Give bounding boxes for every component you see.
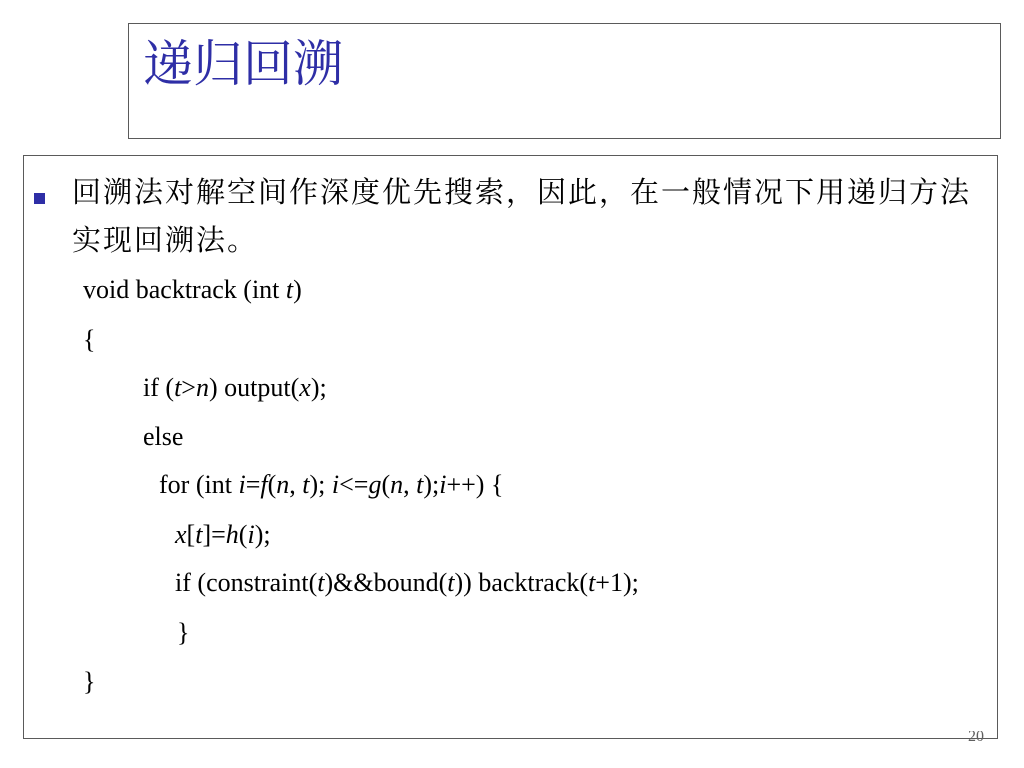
bullet-text: 回溯法对解空间作深度优先搜索，因此，在一般情况下用递归方法实现回溯法。 bbox=[72, 175, 972, 257]
code-line-for: for (int i=f(n, t); i<=g(n, t);i++) { bbox=[159, 470, 504, 499]
code-line-signature: void backtrack (int t) bbox=[83, 275, 302, 304]
code-line-recurse: if (constraint(t)&&bound(t)) backtrack(t+1); bbox=[175, 568, 639, 597]
slide-title: 递归回溯 bbox=[143, 35, 343, 93]
code-line-if: if (t>n) output(x); bbox=[143, 373, 327, 402]
code-line-assign: x[t]=h(i); bbox=[175, 520, 271, 549]
code-line-close-brace: } bbox=[83, 667, 96, 696]
bullet-square-icon bbox=[34, 193, 45, 204]
code-line-inner-close: } bbox=[177, 618, 190, 647]
title-box bbox=[128, 23, 1001, 139]
page-number: 20 bbox=[968, 731, 984, 743]
code-line-else: else bbox=[143, 422, 184, 451]
code-line-open-brace: { bbox=[83, 325, 96, 354]
